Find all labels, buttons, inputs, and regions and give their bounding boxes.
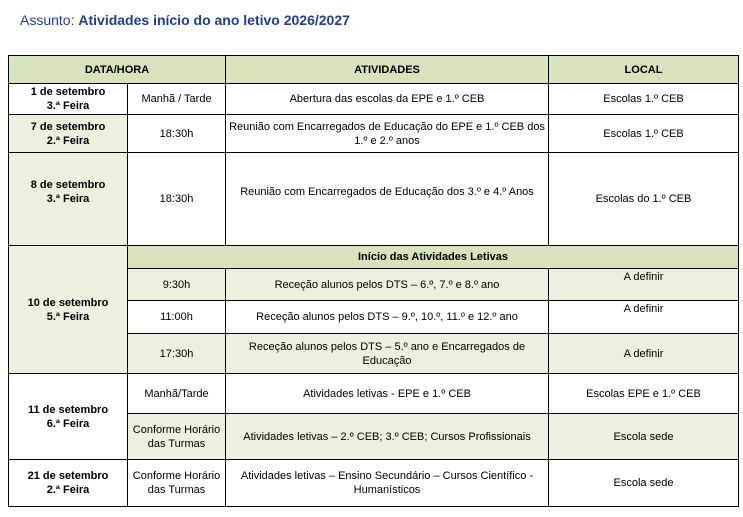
weekday-text: 3.ª Feira bbox=[46, 193, 90, 205]
time-cell: Conforme Horário das Turmas bbox=[128, 460, 226, 507]
email-subject-line bbox=[20, 12, 350, 28]
weekday-text: 2.ª Feira bbox=[46, 134, 90, 147]
date-cell bbox=[9, 84, 128, 115]
date-text: 7 de setembro bbox=[30, 120, 106, 133]
weekday-text: 2.ª Feira bbox=[46, 484, 90, 496]
time-cell: 18:30h bbox=[128, 115, 226, 153]
activity-cell: Reunião com Encarregados de Educação dos 3.º e 4.º Anos bbox=[226, 153, 549, 246]
date-cell bbox=[9, 115, 128, 153]
activity-cell: Atividades letivas – 2.º CEB; 3.º CEB; Cursos Profissionais bbox=[226, 414, 549, 460]
location-cell: Escolas 1.º CEB bbox=[549, 115, 739, 153]
location-cell: Escolas do 1.º CEB bbox=[549, 153, 739, 246]
location-cell: A definir bbox=[549, 269, 739, 301]
subject-label: Assunto: bbox=[20, 12, 75, 28]
activity-cell: Atividades letivas – Ensino Secundário – Cursos Científico - Humanísticos bbox=[226, 460, 549, 507]
header-datetime: DATA/HORA bbox=[9, 56, 226, 84]
date-text: 8 de setembro bbox=[30, 179, 106, 191]
time-cell: 11:00h bbox=[128, 301, 226, 334]
schedule-table bbox=[8, 55, 739, 507]
time-cell: Conforme Horário das Turmas bbox=[128, 414, 226, 460]
weekday-text: 6.ª Feira bbox=[46, 417, 90, 430]
section-subheader: Início das Atividades Letivas bbox=[128, 246, 739, 269]
location-cell: A definir bbox=[549, 334, 739, 374]
date-text: 21 de setembro bbox=[27, 470, 109, 482]
location-cell: Escolas EPE e 1.º CEB bbox=[549, 374, 739, 414]
table-row bbox=[9, 115, 739, 153]
table-header-row bbox=[9, 56, 739, 84]
date-cell bbox=[9, 374, 128, 460]
time-cell: 9:30h bbox=[128, 269, 226, 301]
location-cell: A definir bbox=[549, 301, 739, 334]
date-text: 10 de setembro bbox=[27, 296, 109, 309]
weekday-text: 3.ª Feira bbox=[46, 100, 90, 112]
location-cell: Escolas 1.º CEB bbox=[549, 84, 739, 115]
header-activities: ATIVIDADES bbox=[226, 56, 549, 84]
subject-title: Atividades início do ano letivo 2026/2027 bbox=[78, 12, 350, 28]
date-cell bbox=[9, 246, 128, 374]
activity-cell: Receção alunos pelos DTS – 5.º ano e Encarregados de Educação bbox=[226, 334, 549, 374]
date-text: 1 de setembro bbox=[30, 86, 106, 98]
table-row bbox=[9, 246, 739, 269]
location-cell: Escola sede bbox=[549, 460, 739, 507]
activity-cell: Reunião com Encarregados de Educação do EPE e 1.º CEB dos 1.º e 2.º anos bbox=[226, 115, 549, 153]
time-cell: Manhã/Tarde bbox=[128, 374, 226, 414]
activity-cell: Receção alunos pelos DTS – 6.º, 7.º e 8.º ano bbox=[226, 269, 549, 301]
time-cell: Manhã / Tarde bbox=[128, 84, 226, 115]
date-cell bbox=[9, 460, 128, 507]
activity-cell: Receção alunos pelos DTS – 9.º, 10.º, 11.º e 12.º ano bbox=[226, 301, 549, 334]
activity-cell: Abertura das escolas da EPE e 1.º CEB bbox=[226, 84, 549, 115]
date-text: 11 de setembro bbox=[27, 403, 109, 416]
table-row bbox=[9, 460, 739, 507]
table-row bbox=[9, 153, 739, 246]
location-cell: Escola sede bbox=[549, 414, 739, 460]
table-row bbox=[9, 374, 739, 414]
header-location: LOCAL bbox=[549, 56, 739, 84]
weekday-text: 5.ª Feira bbox=[46, 310, 90, 323]
activity-cell: Atividades letivas - EPE e 1.º CEB bbox=[226, 374, 549, 414]
table-row bbox=[9, 84, 739, 115]
time-cell: 17:30h bbox=[128, 334, 226, 374]
time-cell: 18:30h bbox=[128, 153, 226, 246]
date-cell bbox=[9, 153, 128, 246]
